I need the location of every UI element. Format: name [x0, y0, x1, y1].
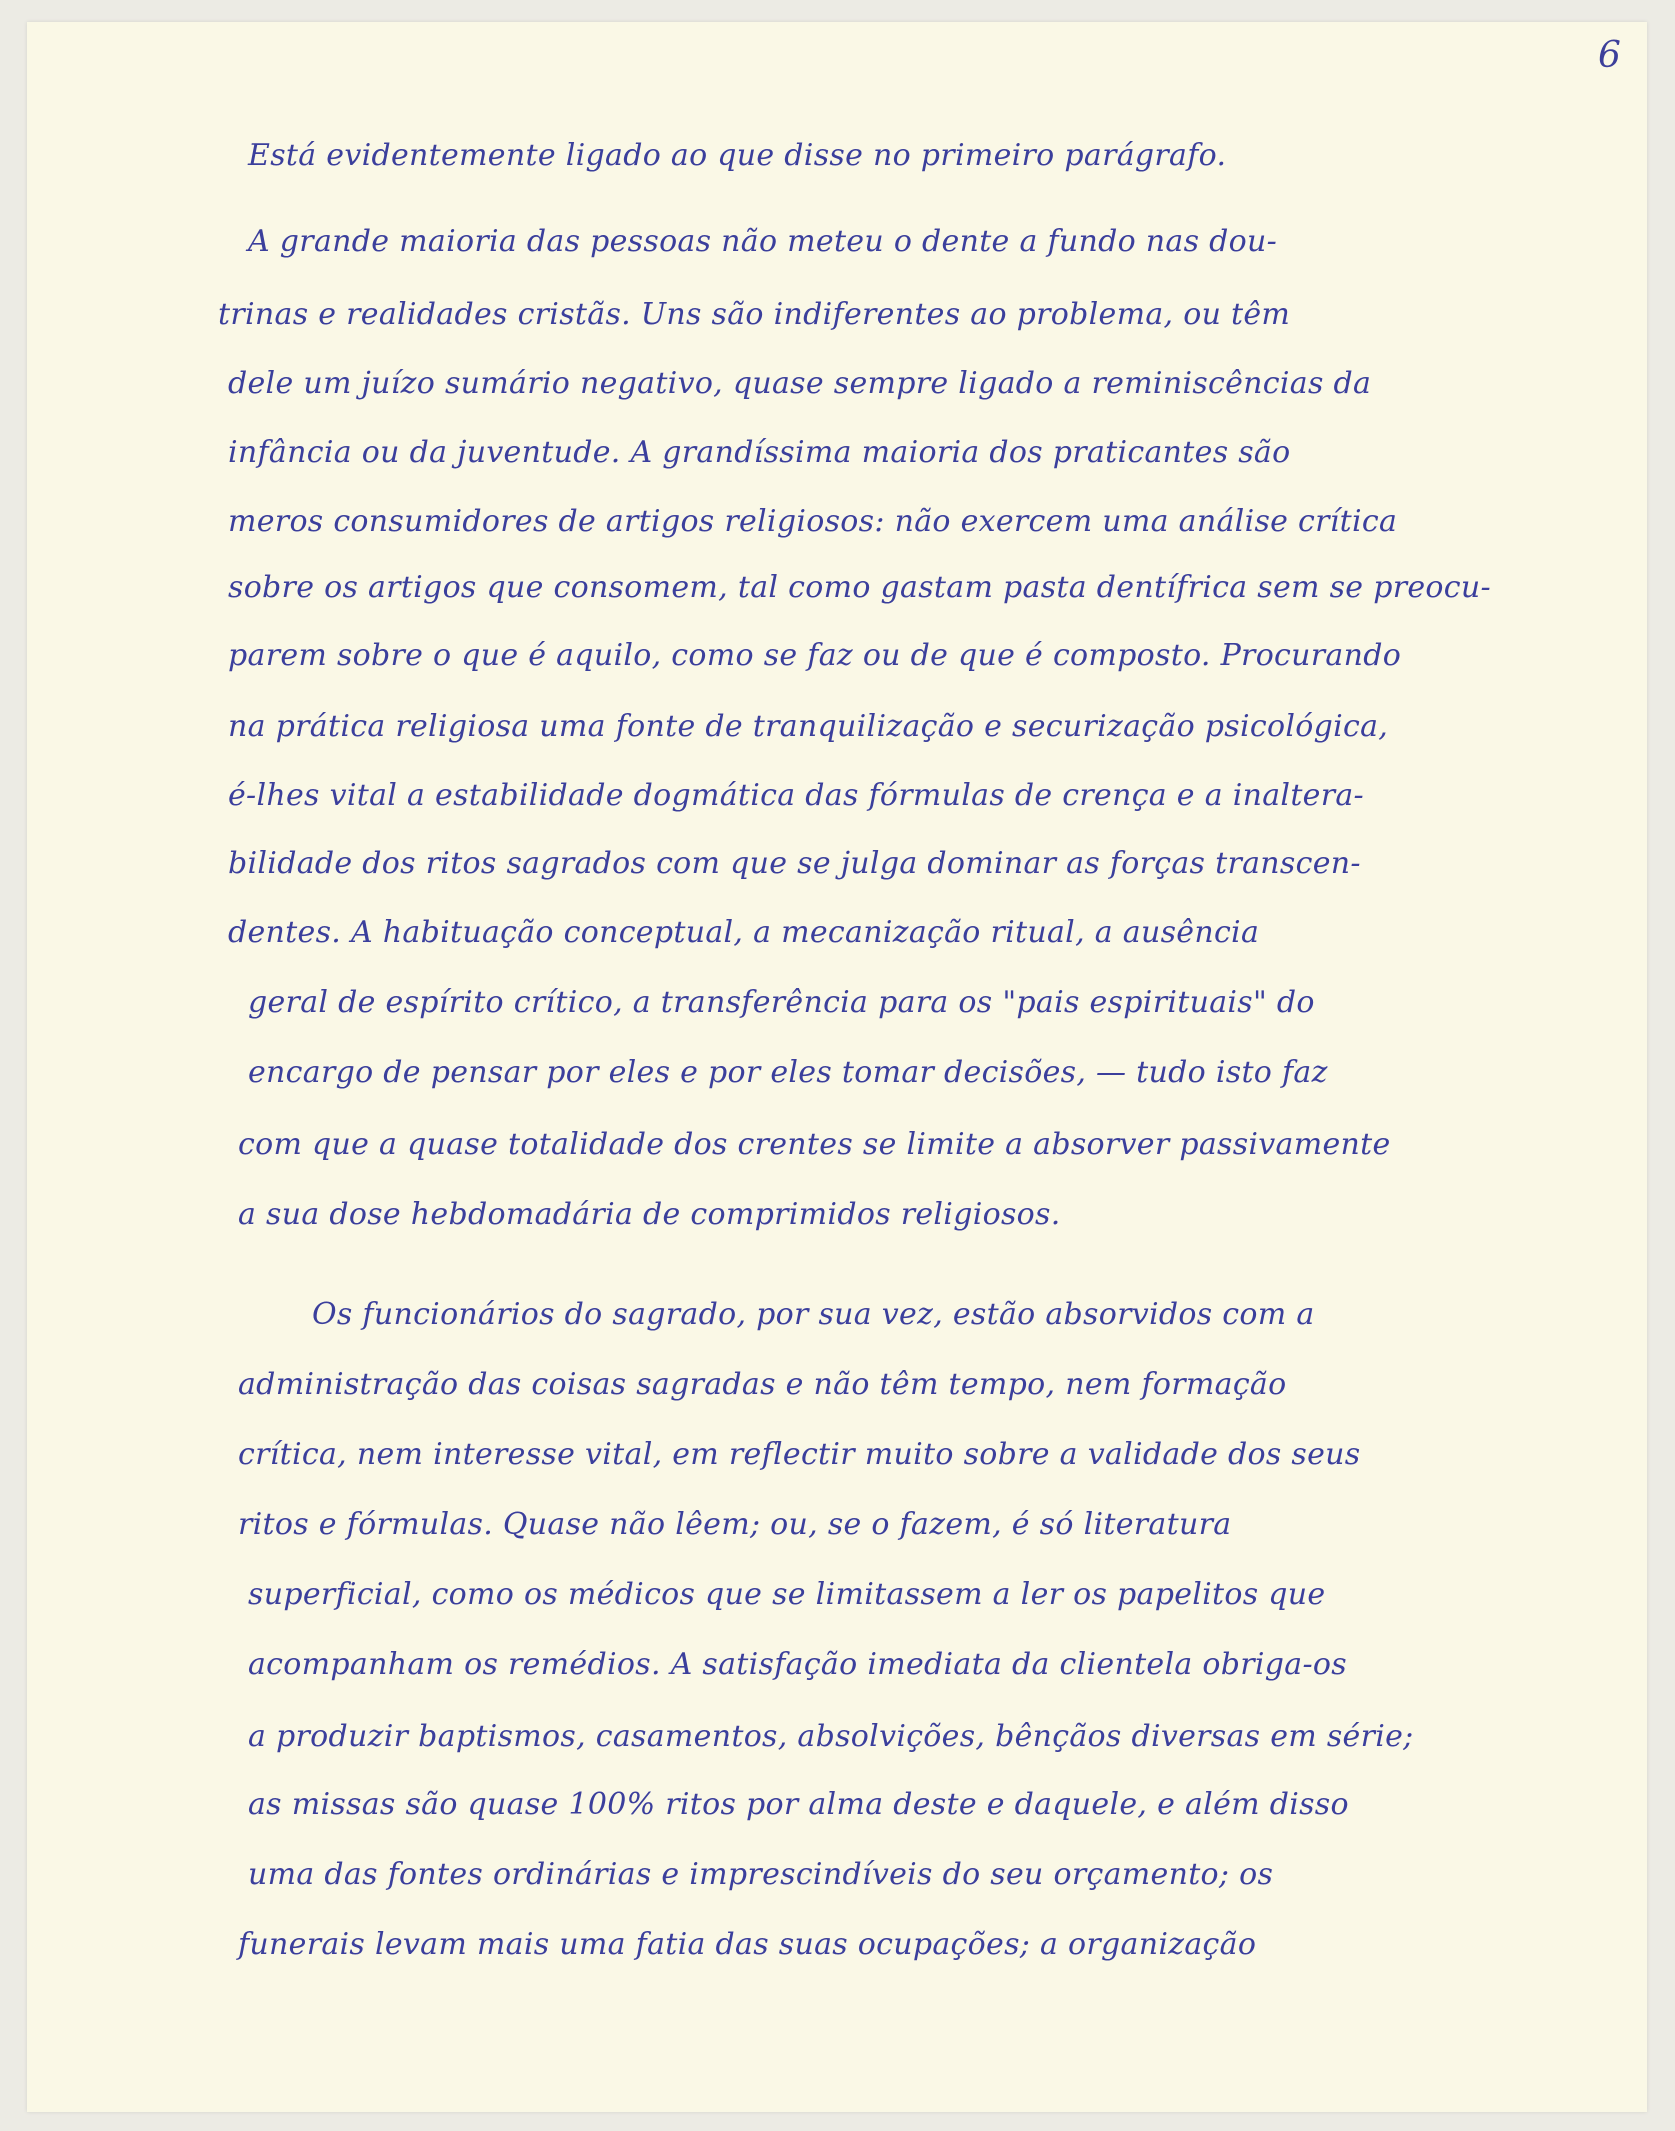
handwritten-line: bilidade dos ritos sagrados com que se julga dominar as forças transcen- [228, 846, 1361, 881]
handwritten-line: crítica, nem interesse vital, em reflectir muito sobre a validade dos seus [238, 1437, 1361, 1472]
handwritten-line: trinas e realidades cristãs. Uns são indiferentes ao problema, ou têm [218, 297, 1291, 332]
handwritten-line: a sua dose hebdomadária de comprimidos religiosos. [238, 1197, 1061, 1232]
handwritten-line: geral de espírito crítico, a transferência para os "pais espirituais" do [248, 985, 1315, 1020]
handwritten-line: ritos e fórmulas. Quase não lêem; ou, se o fazem, é só literatura [238, 1507, 1232, 1542]
handwritten-line: administração das coisas sagradas e não têm tempo, nem formação [238, 1367, 1287, 1402]
handwritten-line: Os funcionários do sagrado, por sua vez, estão absorvidos com a [312, 1297, 1315, 1332]
handwritten-line: com que a quase totalidade dos crentes se limite a absorver passivamente [238, 1127, 1391, 1162]
handwritten-line: meros consumidores de artigos religiosos: não exercem uma análise crítica [228, 504, 1398, 539]
page-number: 6 [1598, 35, 1621, 76]
handwritten-line: as missas são quase 100% ritos por alma deste e daquele, e além disso [248, 1787, 1349, 1822]
handwritten-line: parem sobre o que é aquilo, como se faz ou de que é composto. Procurando [228, 638, 1402, 673]
handwritten-line: sobre os artigos que consomem, tal como gastam pasta dentífrica sem se preocu- [228, 570, 1491, 605]
handwritten-line: superficial, como os médicos que se limitassem a ler os papelitos que [248, 1577, 1326, 1612]
handwritten-line: é-lhes vital a estabilidade dogmática das fórmulas de crença e a inaltera- [228, 778, 1364, 813]
handwritten-line: a produzir baptismos, casamentos, absolvições, bênçãos diversas em série; [248, 1719, 1414, 1754]
handwritten-line: na prática religiosa uma fonte de tranquilização e securização psicológica, [228, 709, 1389, 744]
handwritten-line: acompanham os remédios. A satisfação imediata da clientela obriga-os [248, 1647, 1347, 1682]
handwritten-line: funerais levam mais uma fatia das suas ocupações; a organização [238, 1927, 1257, 1962]
handwritten-line: encargo de pensar por eles e por eles tomar decisões, — tudo isto faz [248, 1055, 1328, 1090]
handwritten-line: Está evidentemente ligado ao que disse no primeiro parágrafo. [248, 138, 1227, 173]
handwritten-line: uma das fontes ordinárias e imprescindíveis do seu orçamento; os [248, 1857, 1274, 1892]
handwritten-line: infância ou da juventude. A grandíssima maioria dos praticantes são [228, 435, 1291, 470]
handwritten-line: A grande maioria das pessoas não meteu o dente a fundo nas dou- [248, 224, 1278, 259]
handwritten-line: dentes. A habituação conceptual, a mecanização ritual, a ausência [228, 915, 1260, 950]
handwritten-line: dele um juízo sumário negativo, quase sempre ligado a reminiscências da [228, 366, 1372, 401]
